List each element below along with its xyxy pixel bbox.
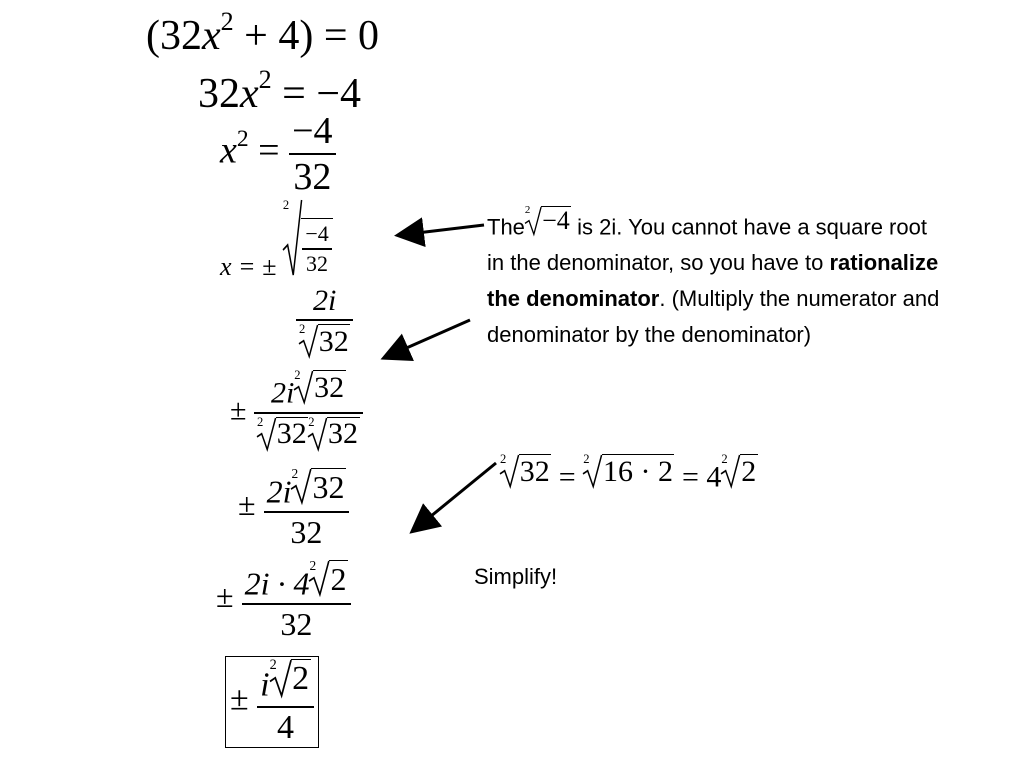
radical-sign-icon	[721, 452, 740, 487]
step-5-numerator: 2i	[312, 284, 337, 317]
step-6-den-radicand-2: 32	[328, 417, 359, 450]
step-7-num-radical	[291, 468, 346, 503]
step-1-open: (32	[146, 13, 202, 59]
step-2-coef: 32	[198, 71, 240, 117]
step-6-den-radical-1	[256, 414, 308, 450]
fraction-bar	[242, 603, 352, 605]
note-prefix: The	[487, 214, 525, 240]
step-9-num-coef: i	[260, 666, 270, 704]
fraction-bar	[296, 319, 353, 321]
step-8-fraction	[242, 560, 352, 640]
radical-sign-icon	[256, 414, 276, 450]
step-9-numerator	[257, 659, 314, 703]
step-4-fraction	[302, 223, 331, 275]
step-8-pm: ±	[216, 578, 234, 615]
side-eq-2: = 4	[674, 460, 722, 494]
radical-index: 2	[291, 466, 299, 482]
step-7-numerator	[264, 468, 350, 508]
step-2-exponent: 2	[258, 65, 272, 95]
fraction-bar	[254, 412, 363, 414]
step-8-num-radical	[309, 560, 348, 595]
equation-step-6	[230, 370, 363, 455]
radical-sign-icon	[283, 200, 302, 275]
step-6-num-radicand: 32	[314, 370, 345, 404]
step-4-lhs: x = ±	[220, 252, 277, 281]
step-3-denominator: 32	[293, 156, 332, 198]
fraction-bar	[264, 511, 350, 513]
note-text-2: . (Multiply the numerator and denominator by the denominator)	[487, 286, 940, 348]
step-6-pm: ±	[230, 393, 247, 427]
step-7-num-radicand: 32	[312, 468, 345, 505]
radical-sign-icon	[299, 322, 318, 357]
step-1-exponent: 2	[220, 7, 234, 37]
side-radical-2	[583, 454, 674, 487]
step-9-num-radical	[270, 659, 311, 696]
step-8-num-radicand: 2	[330, 560, 347, 597]
step-1-var: x	[202, 13, 221, 59]
step-9-pm: ±	[230, 680, 249, 718]
step-3-var: x	[220, 129, 237, 172]
equation-step-1	[146, 7, 380, 67]
note-radical	[525, 206, 571, 234]
radical-sign-icon	[309, 558, 329, 595]
step-3-exponent: 2	[236, 125, 249, 152]
side-radicand-3: 2	[741, 454, 757, 488]
step-6-fraction	[254, 370, 363, 455]
step-5-radical	[299, 324, 350, 357]
radical-sign-icon	[269, 657, 291, 696]
step-5-fraction	[296, 286, 353, 363]
radical-index: 2	[294, 368, 301, 383]
step-4-denominator: 32	[306, 251, 329, 276]
equation-step-8	[216, 560, 351, 640]
step-9-fraction	[257, 659, 314, 745]
side-radicand-2: 16 · 2	[602, 454, 673, 488]
step-9-denominator: 4	[276, 708, 294, 746]
step-2-var: x	[240, 71, 259, 117]
equation-step-5	[296, 286, 353, 363]
step-6-den-radicand-1: 32	[276, 417, 307, 450]
step-6-den-radical-2	[308, 414, 359, 450]
step-3-numerator: −4	[292, 110, 333, 152]
arrow-to-step-4	[400, 225, 484, 235]
step-3-fraction	[289, 112, 335, 196]
radical-index: 2	[308, 414, 315, 429]
step-7-denominator: 32	[290, 513, 323, 550]
step-2-rest: = −4	[271, 71, 362, 117]
radical-index: 2	[309, 558, 317, 574]
radical-index: 2	[721, 452, 728, 467]
step-9-num-radicand: 2	[292, 659, 310, 697]
step-8-num-coef: 2i · 4	[244, 565, 310, 602]
radical-sign-icon	[583, 452, 602, 487]
step-4-numerator: −4	[305, 221, 329, 246]
step-4-radical	[283, 200, 333, 275]
side-radical-1	[500, 454, 551, 487]
step-8-denominator: 32	[280, 605, 313, 642]
step-3-eq: =	[248, 129, 290, 172]
simplify-label: Simplify!	[474, 564, 558, 589]
side-eq-1: =	[551, 460, 584, 494]
step-6-denominator	[254, 414, 363, 456]
radical-sign-icon	[291, 466, 311, 503]
radical-index: 2	[282, 198, 290, 213]
fraction-bar	[289, 153, 335, 155]
radical-sign-icon	[524, 204, 541, 234]
radical-index: 2	[583, 452, 590, 467]
side-radical-3	[721, 454, 757, 487]
arrow-to-step-7	[414, 463, 496, 530]
radical-index: 2	[500, 452, 507, 467]
explanation-note	[487, 206, 947, 353]
equation-step-4	[220, 200, 333, 282]
step-6-num-coef: 2i	[270, 376, 295, 410]
step-6-num-radical	[294, 370, 345, 403]
step-7-num-coef: 2i	[266, 473, 292, 510]
final-answer-box	[225, 656, 319, 748]
step-5-denominator: 32	[318, 324, 349, 358]
note-text-1: is 2i. You cannot have a square root in the denominator, so you have to	[487, 214, 927, 276]
side-radicand-1: 32	[519, 454, 550, 488]
arrow-to-step-5	[386, 320, 470, 357]
radical-index: 2	[299, 322, 306, 337]
step-8-numerator	[242, 560, 352, 600]
step-5-denominator-wrap	[296, 324, 353, 363]
side-equation	[500, 454, 758, 495]
step-6-numerator	[268, 370, 349, 409]
radical-index: 2	[524, 204, 531, 217]
step-7-fraction	[264, 468, 350, 548]
fraction-bar	[257, 706, 314, 708]
note-bold-phrase: rationalize the denominator	[487, 250, 939, 312]
radical-index: 2	[269, 657, 277, 674]
equation-step-7	[238, 468, 349, 548]
step-7-pm: ±	[238, 486, 256, 523]
fraction-bar	[302, 248, 331, 250]
note-radicand: −4	[542, 206, 570, 236]
step-1-rest: + 4) = 0	[233, 13, 380, 59]
radical-sign-icon	[308, 414, 327, 450]
radical-index: 2	[256, 414, 264, 429]
radical-sign-icon	[500, 452, 519, 487]
equation-step-3	[220, 112, 336, 196]
radical-sign-icon	[294, 368, 313, 403]
